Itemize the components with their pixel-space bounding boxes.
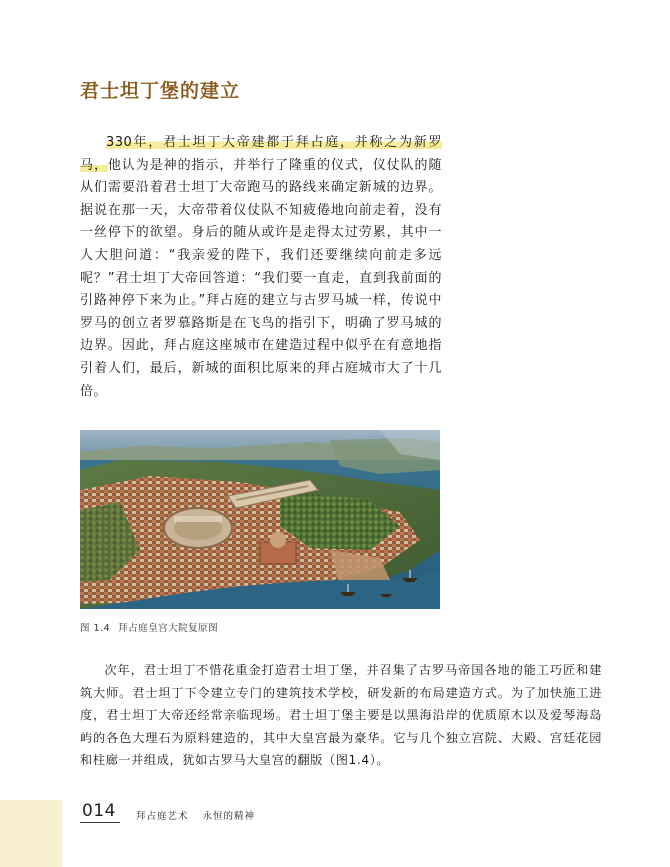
figure-caption-text: 拜占庭皇宫大院复原图 (118, 623, 219, 634)
book-title: 拜占庭艺术 (136, 811, 189, 822)
book-subtitle: 永恒的精神 (202, 811, 256, 822)
paragraph-1-text: 他认为是神的指示，并举行了隆重的仪式，仪仗队的随从们需要沿着君士坦丁大帝跑马的路线来确定新城的边界。据说在那一天，大帝带着仪仗队不知疲倦地向前走着，没有一丝停下的欲望。身后的随从或许是走得太过劳累，其中一人大胆问道：“我亲爱的陛下，我们还要继续向前走多远呢？”君士坦丁大帝回答道：“我们要一直走，直到我前面的引路神停下来为止。”拜占庭的建立与古罗马城一样，传说中罗马的创立者罗慕路斯是在飞鸟的指引下，明确了罗马城的边界。因此，拜占庭这座城市在建造过程中似乎在有意地指引着人们，最后，新城的面积比原来的拜占庭城市大了十几倍。 (80, 157, 442, 399)
figure-number: 图 1.4 (80, 623, 111, 634)
footer-color-band (0, 800, 62, 867)
page-number-rule (80, 822, 120, 823)
page-number: 014 (82, 801, 116, 821)
figure-caption (80, 620, 218, 634)
highlighted-sentence: 330年，君士坦丁大帝建都于拜占庭，并称之为新罗马， (80, 135, 442, 173)
palace-reconstruction-image (80, 430, 440, 609)
section-title: 君士坦丁堡的建立 (80, 80, 241, 102)
paragraph-1 (80, 132, 442, 403)
running-footer (136, 808, 255, 822)
paragraph-2: 次年，君士坦丁不惜花重金打造君士坦丁堡，并召集了古罗马帝国各地的能工巧匠和建筑大师。君士坦丁下令建立专门的建筑技术学校，研发新的布局建造方式。为了加快施工进度，君士坦丁大帝还经常亲临现场。君士坦丁堡主要是以黑海沿岸的优质原木以及爱琴海岛屿的各色大理石为原料建造的，其中大皇宫最为豪华。它与几个独立宫院、大殿、宫廷花园和柱廊一并组成，犹如古罗马大皇宫的翻版（图1.4）。 (80, 663, 602, 768)
